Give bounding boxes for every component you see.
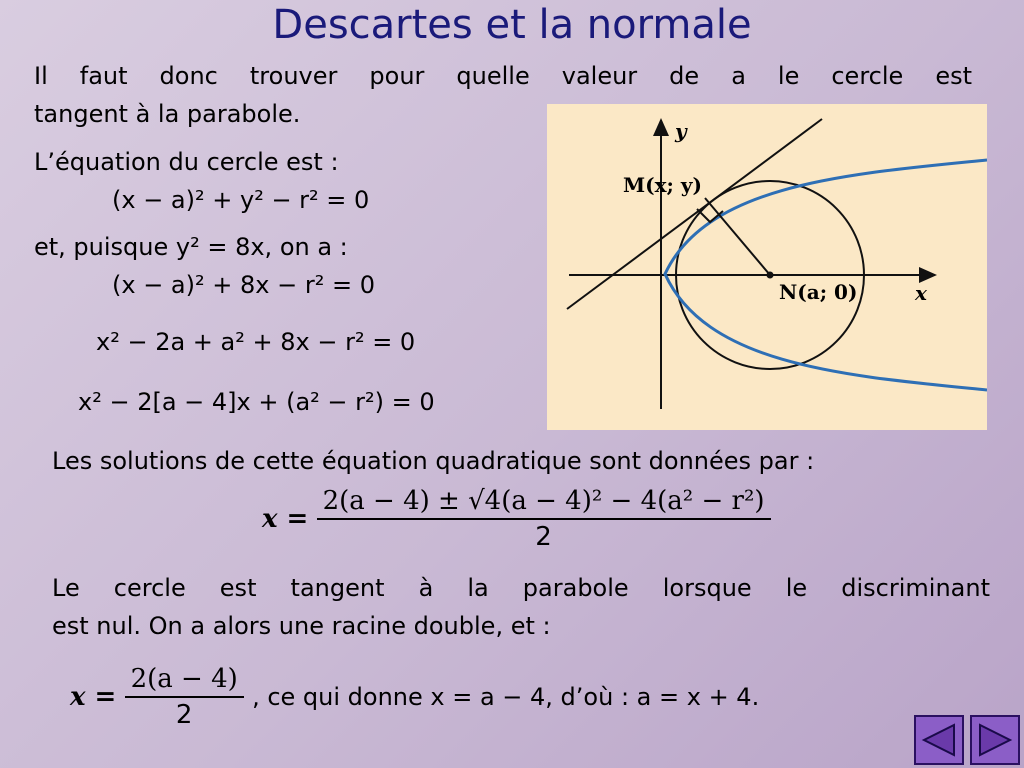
parabola-circle-figure <box>547 104 987 430</box>
formula2-lhs: x = <box>70 682 117 712</box>
intro-line-1: Il faut donc trouver pour quelle valeur de a le cercle est <box>34 62 972 90</box>
parabola-substitution-label: et, puisque y² = 8x, on a : <box>34 233 348 261</box>
quadratic-equation: x² − 2[a − 4]x + (a² − r²) = 0 <box>78 388 435 416</box>
normal-line <box>705 198 770 275</box>
triangle-right-icon <box>972 717 1018 763</box>
double-root-formula <box>70 664 759 730</box>
slide-title: Descartes et la normale <box>272 2 752 48</box>
quadratic-formula <box>262 486 771 552</box>
point-n-label: N(a; 0) <box>779 280 858 304</box>
formula2-denominator: 2 <box>175 700 193 730</box>
formula-fraction <box>317 486 771 552</box>
tangent-condition-line-1: Le cercle est tangent à la parabole lorsque le discriminant <box>52 574 990 602</box>
formula-numerator: 2(a − 4) ± √4(a − 4)² − 4(a² − r²) <box>322 486 765 516</box>
intro-line-2: tangent à la parabole. <box>34 100 301 128</box>
circle-equation: (x − a)² + y² − r² = 0 <box>112 186 370 214</box>
point-m-label: M(x; y) <box>623 173 702 197</box>
circle-equation-label: L’équation du cercle est : <box>34 148 339 176</box>
next-slide-button[interactable] <box>970 715 1020 765</box>
expanded-equation: x² − 2a + a² + 8x − r² = 0 <box>96 328 416 356</box>
formula-denominator: 2 <box>535 522 552 552</box>
x-axis-label: x <box>915 281 927 305</box>
point-n <box>767 272 774 279</box>
triangle-left-icon <box>916 717 962 763</box>
y-axis-label: y <box>675 119 687 143</box>
geometry-diagram <box>547 104 987 430</box>
solutions-label: Les solutions de cette équation quadratique sont données par : <box>52 447 815 475</box>
previous-slide-button[interactable] <box>914 715 964 765</box>
formula2-fraction <box>125 664 244 730</box>
tangent-condition-line-2: est nul. On a alors une racine double, et : <box>52 612 551 640</box>
formula2-numerator: 2(a − 4) <box>130 664 238 694</box>
conclusion-text: , ce qui donne x = a − 4, d’où : a = x + 4. <box>252 683 760 711</box>
formula-lhs: x = <box>262 504 309 534</box>
substituted-equation: (x − a)² + 8x − r² = 0 <box>112 271 375 299</box>
